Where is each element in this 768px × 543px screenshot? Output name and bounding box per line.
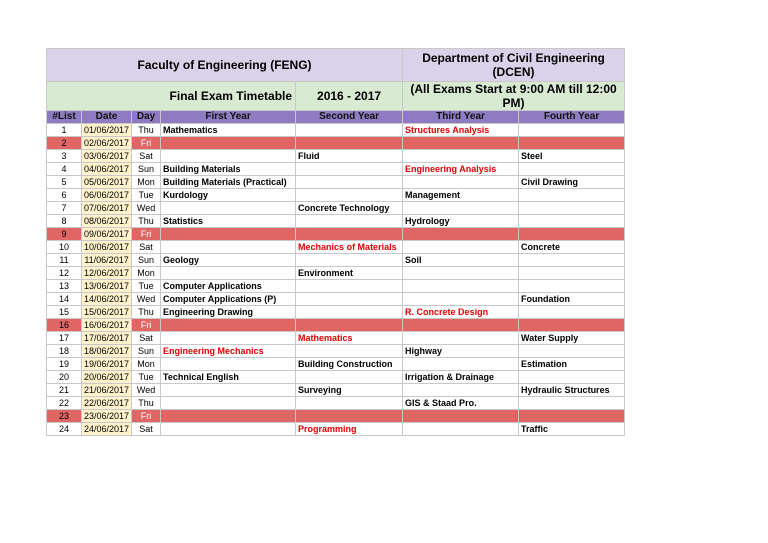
first-year-subject: Mathematics	[161, 124, 296, 137]
second-year-subject: Surveying	[296, 384, 403, 397]
row-number: 24	[47, 423, 82, 436]
table-row	[47, 228, 625, 241]
row-day: Tue	[132, 371, 161, 384]
third-year-subject	[403, 267, 519, 280]
first-year-subject: Statistics	[161, 215, 296, 228]
fourth-year-subject	[519, 306, 625, 319]
first-year-subject	[161, 137, 296, 150]
col-header-list: #List	[47, 111, 82, 124]
third-year-subject	[403, 176, 519, 189]
second-year-subject	[296, 254, 403, 267]
row-date: 04/06/2017	[82, 163, 132, 176]
second-year-subject	[296, 319, 403, 332]
exam-timetable-sheet	[46, 48, 625, 436]
first-year-subject	[161, 332, 296, 345]
col-header-date: Date	[82, 111, 132, 124]
row-number: 17	[47, 332, 82, 345]
first-year-subject: Building Materials	[161, 163, 296, 176]
row-number: 8	[47, 215, 82, 228]
second-year-subject	[296, 293, 403, 306]
row-day: Sun	[132, 345, 161, 358]
first-year-subject: Geology	[161, 254, 296, 267]
row-number: 22	[47, 397, 82, 410]
first-year-subject	[161, 410, 296, 423]
row-number: 18	[47, 345, 82, 358]
row-number: 21	[47, 384, 82, 397]
second-year-subject	[296, 280, 403, 293]
row-date: 14/06/2017	[82, 293, 132, 306]
row-day: Thu	[132, 124, 161, 137]
first-year-subject	[161, 423, 296, 436]
header-row-faculty	[47, 49, 625, 82]
row-day: Wed	[132, 384, 161, 397]
fourth-year-subject	[519, 163, 625, 176]
col-header-day: Day	[132, 111, 161, 124]
row-number: 6	[47, 189, 82, 202]
fourth-year-subject: Estimation	[519, 358, 625, 371]
row-date: 22/06/2017	[82, 397, 132, 410]
faculty-title: Faculty of Engineering (FENG)	[47, 49, 403, 82]
second-year-subject	[296, 137, 403, 150]
row-day: Wed	[132, 202, 161, 215]
row-day: Fri	[132, 410, 161, 423]
third-year-subject	[403, 319, 519, 332]
first-year-subject: Kurdology	[161, 189, 296, 202]
row-day: Tue	[132, 280, 161, 293]
table-row	[47, 124, 625, 137]
row-date: 09/06/2017	[82, 228, 132, 241]
row-number: 13	[47, 280, 82, 293]
first-year-subject	[161, 267, 296, 280]
fourth-year-subject	[519, 124, 625, 137]
row-day: Sat	[132, 150, 161, 163]
first-year-subject	[161, 228, 296, 241]
table-row	[47, 345, 625, 358]
third-year-subject	[403, 228, 519, 241]
col-header-second-year: Second Year	[296, 111, 403, 124]
first-year-subject: Computer Applications (P)	[161, 293, 296, 306]
row-date: 16/06/2017	[82, 319, 132, 332]
first-year-subject	[161, 384, 296, 397]
row-day: Thu	[132, 215, 161, 228]
second-year-subject	[296, 397, 403, 410]
row-date: 05/06/2017	[82, 176, 132, 189]
fourth-year-subject	[519, 280, 625, 293]
first-year-subject: Building Materials (Practical)	[161, 176, 296, 189]
first-year-subject: Engineering Mechanics	[161, 345, 296, 358]
row-day: Thu	[132, 306, 161, 319]
table-row	[47, 215, 625, 228]
row-date: 24/06/2017	[82, 423, 132, 436]
row-number: 2	[47, 137, 82, 150]
table-row	[47, 280, 625, 293]
third-year-subject	[403, 410, 519, 423]
row-date: 15/06/2017	[82, 306, 132, 319]
header-row-timetable	[47, 82, 625, 111]
table-row	[47, 358, 625, 371]
second-year-subject	[296, 410, 403, 423]
table-row	[47, 423, 625, 436]
fourth-year-subject: Concrete	[519, 241, 625, 254]
row-day: Fri	[132, 228, 161, 241]
second-year-subject	[296, 345, 403, 358]
table-row	[47, 384, 625, 397]
second-year-subject	[296, 306, 403, 319]
third-year-subject	[403, 202, 519, 215]
second-year-subject: Fluid	[296, 150, 403, 163]
row-number: 3	[47, 150, 82, 163]
third-year-subject	[403, 241, 519, 254]
row-day: Thu	[132, 397, 161, 410]
fourth-year-subject: Hydraulic Structures	[519, 384, 625, 397]
row-date: 10/06/2017	[82, 241, 132, 254]
row-day: Sat	[132, 241, 161, 254]
second-year-subject	[296, 124, 403, 137]
fourth-year-subject	[519, 410, 625, 423]
second-year-subject: Mathematics	[296, 332, 403, 345]
fourth-year-subject	[519, 267, 625, 280]
table-row	[47, 306, 625, 319]
second-year-subject: Programming	[296, 423, 403, 436]
row-number: 23	[47, 410, 82, 423]
second-year-subject: Environment	[296, 267, 403, 280]
second-year-subject	[296, 189, 403, 202]
row-date: 11/06/2017	[82, 254, 132, 267]
table-row	[47, 150, 625, 163]
second-year-subject	[296, 176, 403, 189]
row-number: 16	[47, 319, 82, 332]
fourth-year-subject: Foundation	[519, 293, 625, 306]
fourth-year-subject	[519, 215, 625, 228]
row-date: 19/06/2017	[82, 358, 132, 371]
row-date: 01/06/2017	[82, 124, 132, 137]
fourth-year-subject: Civil Drawing	[519, 176, 625, 189]
row-date: 20/06/2017	[82, 371, 132, 384]
row-date: 07/06/2017	[82, 202, 132, 215]
first-year-subject	[161, 397, 296, 410]
row-number: 11	[47, 254, 82, 267]
row-day: Mon	[132, 267, 161, 280]
fourth-year-subject	[519, 202, 625, 215]
fourth-year-subject	[519, 345, 625, 358]
second-year-subject: Building Construction	[296, 358, 403, 371]
third-year-subject	[403, 293, 519, 306]
row-date: 13/06/2017	[82, 280, 132, 293]
row-number: 1	[47, 124, 82, 137]
fourth-year-subject	[519, 254, 625, 267]
timetable-title: Final Exam Timetable	[47, 82, 296, 111]
first-year-subject: Computer Applications	[161, 280, 296, 293]
row-day: Mon	[132, 358, 161, 371]
third-year-subject	[403, 332, 519, 345]
third-year-subject	[403, 384, 519, 397]
first-year-subject	[161, 358, 296, 371]
fourth-year-subject	[519, 189, 625, 202]
table-row	[47, 163, 625, 176]
table-row	[47, 202, 625, 215]
row-date: 02/06/2017	[82, 137, 132, 150]
row-day: Wed	[132, 293, 161, 306]
third-year-subject: Highway	[403, 345, 519, 358]
row-date: 12/06/2017	[82, 267, 132, 280]
second-year-subject: Mechanics of Materials	[296, 241, 403, 254]
fourth-year-subject	[519, 397, 625, 410]
row-date: 21/06/2017	[82, 384, 132, 397]
first-year-subject: Technical English	[161, 371, 296, 384]
fourth-year-subject: Steel	[519, 150, 625, 163]
column-header-row	[47, 111, 625, 124]
third-year-subject: GIS & Staad Pro.	[403, 397, 519, 410]
table-row	[47, 410, 625, 423]
third-year-subject	[403, 280, 519, 293]
table-row	[47, 293, 625, 306]
fourth-year-subject: Traffic	[519, 423, 625, 436]
fourth-year-subject	[519, 371, 625, 384]
table-row	[47, 189, 625, 202]
row-day: Sun	[132, 163, 161, 176]
row-date: 03/06/2017	[82, 150, 132, 163]
table-row	[47, 371, 625, 384]
table-row	[47, 332, 625, 345]
row-day: Fri	[132, 137, 161, 150]
row-number: 20	[47, 371, 82, 384]
third-year-subject: Irrigation & Drainage	[403, 371, 519, 384]
second-year-subject	[296, 371, 403, 384]
first-year-subject	[161, 150, 296, 163]
row-number: 7	[47, 202, 82, 215]
second-year-subject	[296, 228, 403, 241]
fourth-year-subject	[519, 319, 625, 332]
row-number: 15	[47, 306, 82, 319]
row-day: Tue	[132, 189, 161, 202]
row-date: 18/06/2017	[82, 345, 132, 358]
row-number: 14	[47, 293, 82, 306]
row-number: 12	[47, 267, 82, 280]
fourth-year-subject: Water Supply	[519, 332, 625, 345]
third-year-subject: Structures Analysis	[403, 124, 519, 137]
col-header-fourth-year: Fourth Year	[519, 111, 625, 124]
first-year-subject	[161, 319, 296, 332]
row-number: 19	[47, 358, 82, 371]
table-row	[47, 241, 625, 254]
table-row	[47, 397, 625, 410]
fourth-year-subject	[519, 137, 625, 150]
row-number: 4	[47, 163, 82, 176]
row-day: Fri	[132, 319, 161, 332]
timetable-table	[46, 48, 625, 436]
second-year-subject: Concrete Technology	[296, 202, 403, 215]
first-year-subject	[161, 241, 296, 254]
table-row	[47, 254, 625, 267]
second-year-subject	[296, 215, 403, 228]
table-row	[47, 319, 625, 332]
third-year-subject: Management	[403, 189, 519, 202]
academic-year: 2016 - 2017	[296, 82, 403, 111]
row-date: 17/06/2017	[82, 332, 132, 345]
third-year-subject: Hydrology	[403, 215, 519, 228]
row-day: Mon	[132, 176, 161, 189]
row-number: 5	[47, 176, 82, 189]
first-year-subject: Engineering Drawing	[161, 306, 296, 319]
fourth-year-subject	[519, 228, 625, 241]
first-year-subject	[161, 202, 296, 215]
col-header-first-year: First Year	[161, 111, 296, 124]
third-year-subject	[403, 358, 519, 371]
third-year-subject: R. Concrete Design	[403, 306, 519, 319]
third-year-subject	[403, 150, 519, 163]
table-row	[47, 176, 625, 189]
third-year-subject	[403, 137, 519, 150]
exam-hours-note: (All Exams Start at 9:00 AM till 12:00 PM)	[403, 82, 625, 111]
table-row	[47, 137, 625, 150]
row-number: 10	[47, 241, 82, 254]
row-date: 23/06/2017	[82, 410, 132, 423]
row-date: 08/06/2017	[82, 215, 132, 228]
col-header-third-year: Third Year	[403, 111, 519, 124]
row-day: Sun	[132, 254, 161, 267]
third-year-subject	[403, 423, 519, 436]
row-date: 06/06/2017	[82, 189, 132, 202]
third-year-subject: Engineering Analysis	[403, 163, 519, 176]
row-day: Sat	[132, 332, 161, 345]
row-day: Sat	[132, 423, 161, 436]
row-number: 9	[47, 228, 82, 241]
second-year-subject	[296, 163, 403, 176]
department-title: Department of Civil Engineering (DCEN)	[403, 49, 625, 82]
third-year-subject: Soil	[403, 254, 519, 267]
table-row	[47, 267, 625, 280]
